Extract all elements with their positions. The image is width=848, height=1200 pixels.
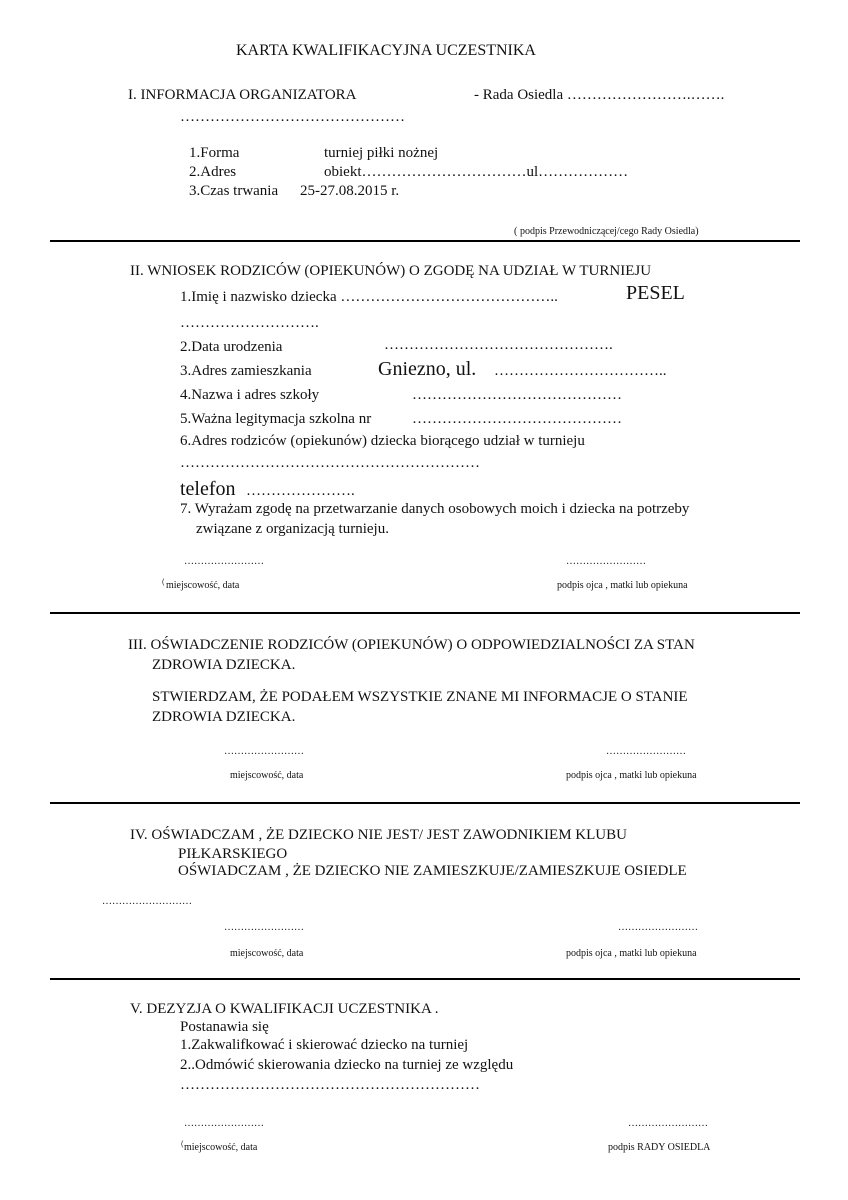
divider-3	[50, 802, 800, 804]
section2-place-label: miejscowość, data	[166, 580, 240, 591]
phone-label: telefon	[180, 478, 236, 500]
school-id-label: 5.Ważna legitymacja szkolna nr	[180, 411, 372, 427]
section5-place-mark: (	[181, 1141, 184, 1148]
divider-2	[50, 612, 800, 614]
consent-line-1: 7. Wyrażam zgodę na przetwarzanie danych osobowych moich i dziecka na potrzeby	[180, 501, 690, 517]
residence-field[interactable]: ……………………………..	[494, 363, 667, 379]
section3-place-field[interactable]: ……………………	[224, 746, 304, 757]
section3-heading-line-2: ZDROWIA DZIECKA.	[152, 657, 296, 673]
decision-option-2: 2..Odmówić skierowania dziecko na turniej ze względu	[180, 1057, 514, 1073]
birth-field[interactable]: ……………………………………….	[384, 337, 613, 353]
section2-place-field[interactable]: ……………………	[184, 556, 264, 567]
school-id-field[interactable]: ……………………………………	[412, 411, 622, 427]
decision-intro: Postanawia się	[180, 1019, 269, 1035]
estate-field[interactable]: ………………………	[102, 896, 192, 907]
phone-field[interactable]: ………………….	[246, 483, 355, 499]
section5-council-field[interactable]: ……………………	[628, 1118, 708, 1129]
address-label: 2.Adres	[189, 164, 237, 180]
divider-4	[50, 978, 800, 980]
signature-mark: (	[514, 226, 518, 237]
child-name-field[interactable]: 1.Imię i nazwisko dziecka ……………………………………..	[180, 289, 558, 305]
residence-city: Gniezno, ul.	[378, 358, 477, 380]
form-value: turniej piłki nożnej	[324, 145, 439, 161]
form-label: 1.Forma	[189, 145, 240, 161]
decision-reason-field[interactable]: ……………………………………………………	[180, 1077, 480, 1093]
school-label: 4.Nazwa i adres szkoły	[180, 387, 320, 403]
section4-line-1: IV. OŚWIADCZAM , ŻE DZIECKO NIE JEST/ JEST ZAWODNIKIEM KLUBU	[130, 827, 627, 843]
section2-parent-field[interactable]: ……………………	[566, 556, 646, 567]
section5-place-label: miejscowość, data	[184, 1142, 258, 1153]
section2-place-mark: (	[162, 579, 165, 586]
section1-signature-note: podpis Przewodniczącej/cego Rady Osiedla)	[520, 226, 699, 237]
section3-statement-line-1: STWIERDZAM, ŻE PODAŁEM WSZYSTKIE ZNANE MI INFORMACJE O STANIE	[152, 689, 688, 705]
section1-council-field[interactable]: - Rada Osiedla …………………….…….	[474, 87, 725, 103]
consent-line-2: związane z organizacją turnieju.	[196, 521, 389, 537]
section4-place-label: miejscowość, data	[230, 948, 304, 959]
parents-address-field[interactable]: ……………………………………………………	[180, 455, 480, 471]
section4-parent-label: podpis ojca , matki lub opiekuna	[566, 948, 697, 959]
section4-place-field[interactable]: ……………………	[224, 922, 304, 933]
section4-line-2: PIŁKARSKIEGO	[178, 846, 288, 862]
section2-heading: II. WNIOSEK RODZICÓW (OPIEKUNÓW) O ZGODĘ NA UDZIAŁ W TURNIEJU	[130, 263, 652, 279]
section5-place-field[interactable]: ……………………	[184, 1118, 264, 1129]
divider-1	[50, 240, 800, 242]
address-field[interactable]: obiekt……………………………ul………………	[324, 164, 629, 180]
section3-heading-line-1: III. OŚWIADCZENIE RODZICÓW (OPIEKUNÓW) O ODPOWIEDZIALNOŚCI ZA STAN	[128, 637, 695, 653]
section4-line-3: OŚWIADCZAM , ŻE DZIECKO NIE ZAMIESZKUJE/ZAMIESZKUJE OSIEDLE	[178, 863, 687, 879]
pesel-label: PESEL	[626, 282, 685, 304]
section2-parent-label: podpis ojca , matki lub opiekuna	[557, 580, 688, 591]
residence-label: 3.Adres zamieszkania	[180, 363, 312, 379]
section1-heading: I. INFORMACJA ORGANIZATORA	[128, 87, 357, 103]
section3-parent-field[interactable]: ……………………	[606, 746, 686, 757]
section3-parent-label: podpis ojca , matki lub opiekuna	[566, 770, 697, 781]
form-title: KARTA KWALIFIKACYJNA UCZESTNIKA	[236, 42, 536, 59]
duration-value: 25-27.08.2015 r.	[300, 183, 400, 199]
duration-label: 3.Czas trwania	[189, 183, 279, 199]
parents-address-label: 6.Adres rodziców (opiekunów) dziecka biorącego udział w turnieju	[180, 433, 585, 449]
pesel-field[interactable]: ……………………….	[180, 315, 319, 331]
section1-dots-line[interactable]: ………………………………………	[180, 109, 405, 125]
section3-statement-line-2: ZDROWIA DZIECKA.	[152, 709, 296, 725]
section3-place-label: miejscowość, data	[230, 770, 304, 781]
section5-council-label: podpis RADY OSIEDLA	[608, 1142, 711, 1153]
school-field[interactable]: ……………………………………	[412, 387, 622, 403]
birth-label: 2.Data urodzenia	[180, 339, 283, 355]
section4-parent-field[interactable]: ……………………	[618, 922, 698, 933]
section5-heading: V. DEZYZJA O KWALIFIKACJI UCZESTNIKA .	[130, 1001, 439, 1017]
decision-option-1: 1.Zakwalifkować i skierować dziecko na turniej	[180, 1037, 469, 1053]
